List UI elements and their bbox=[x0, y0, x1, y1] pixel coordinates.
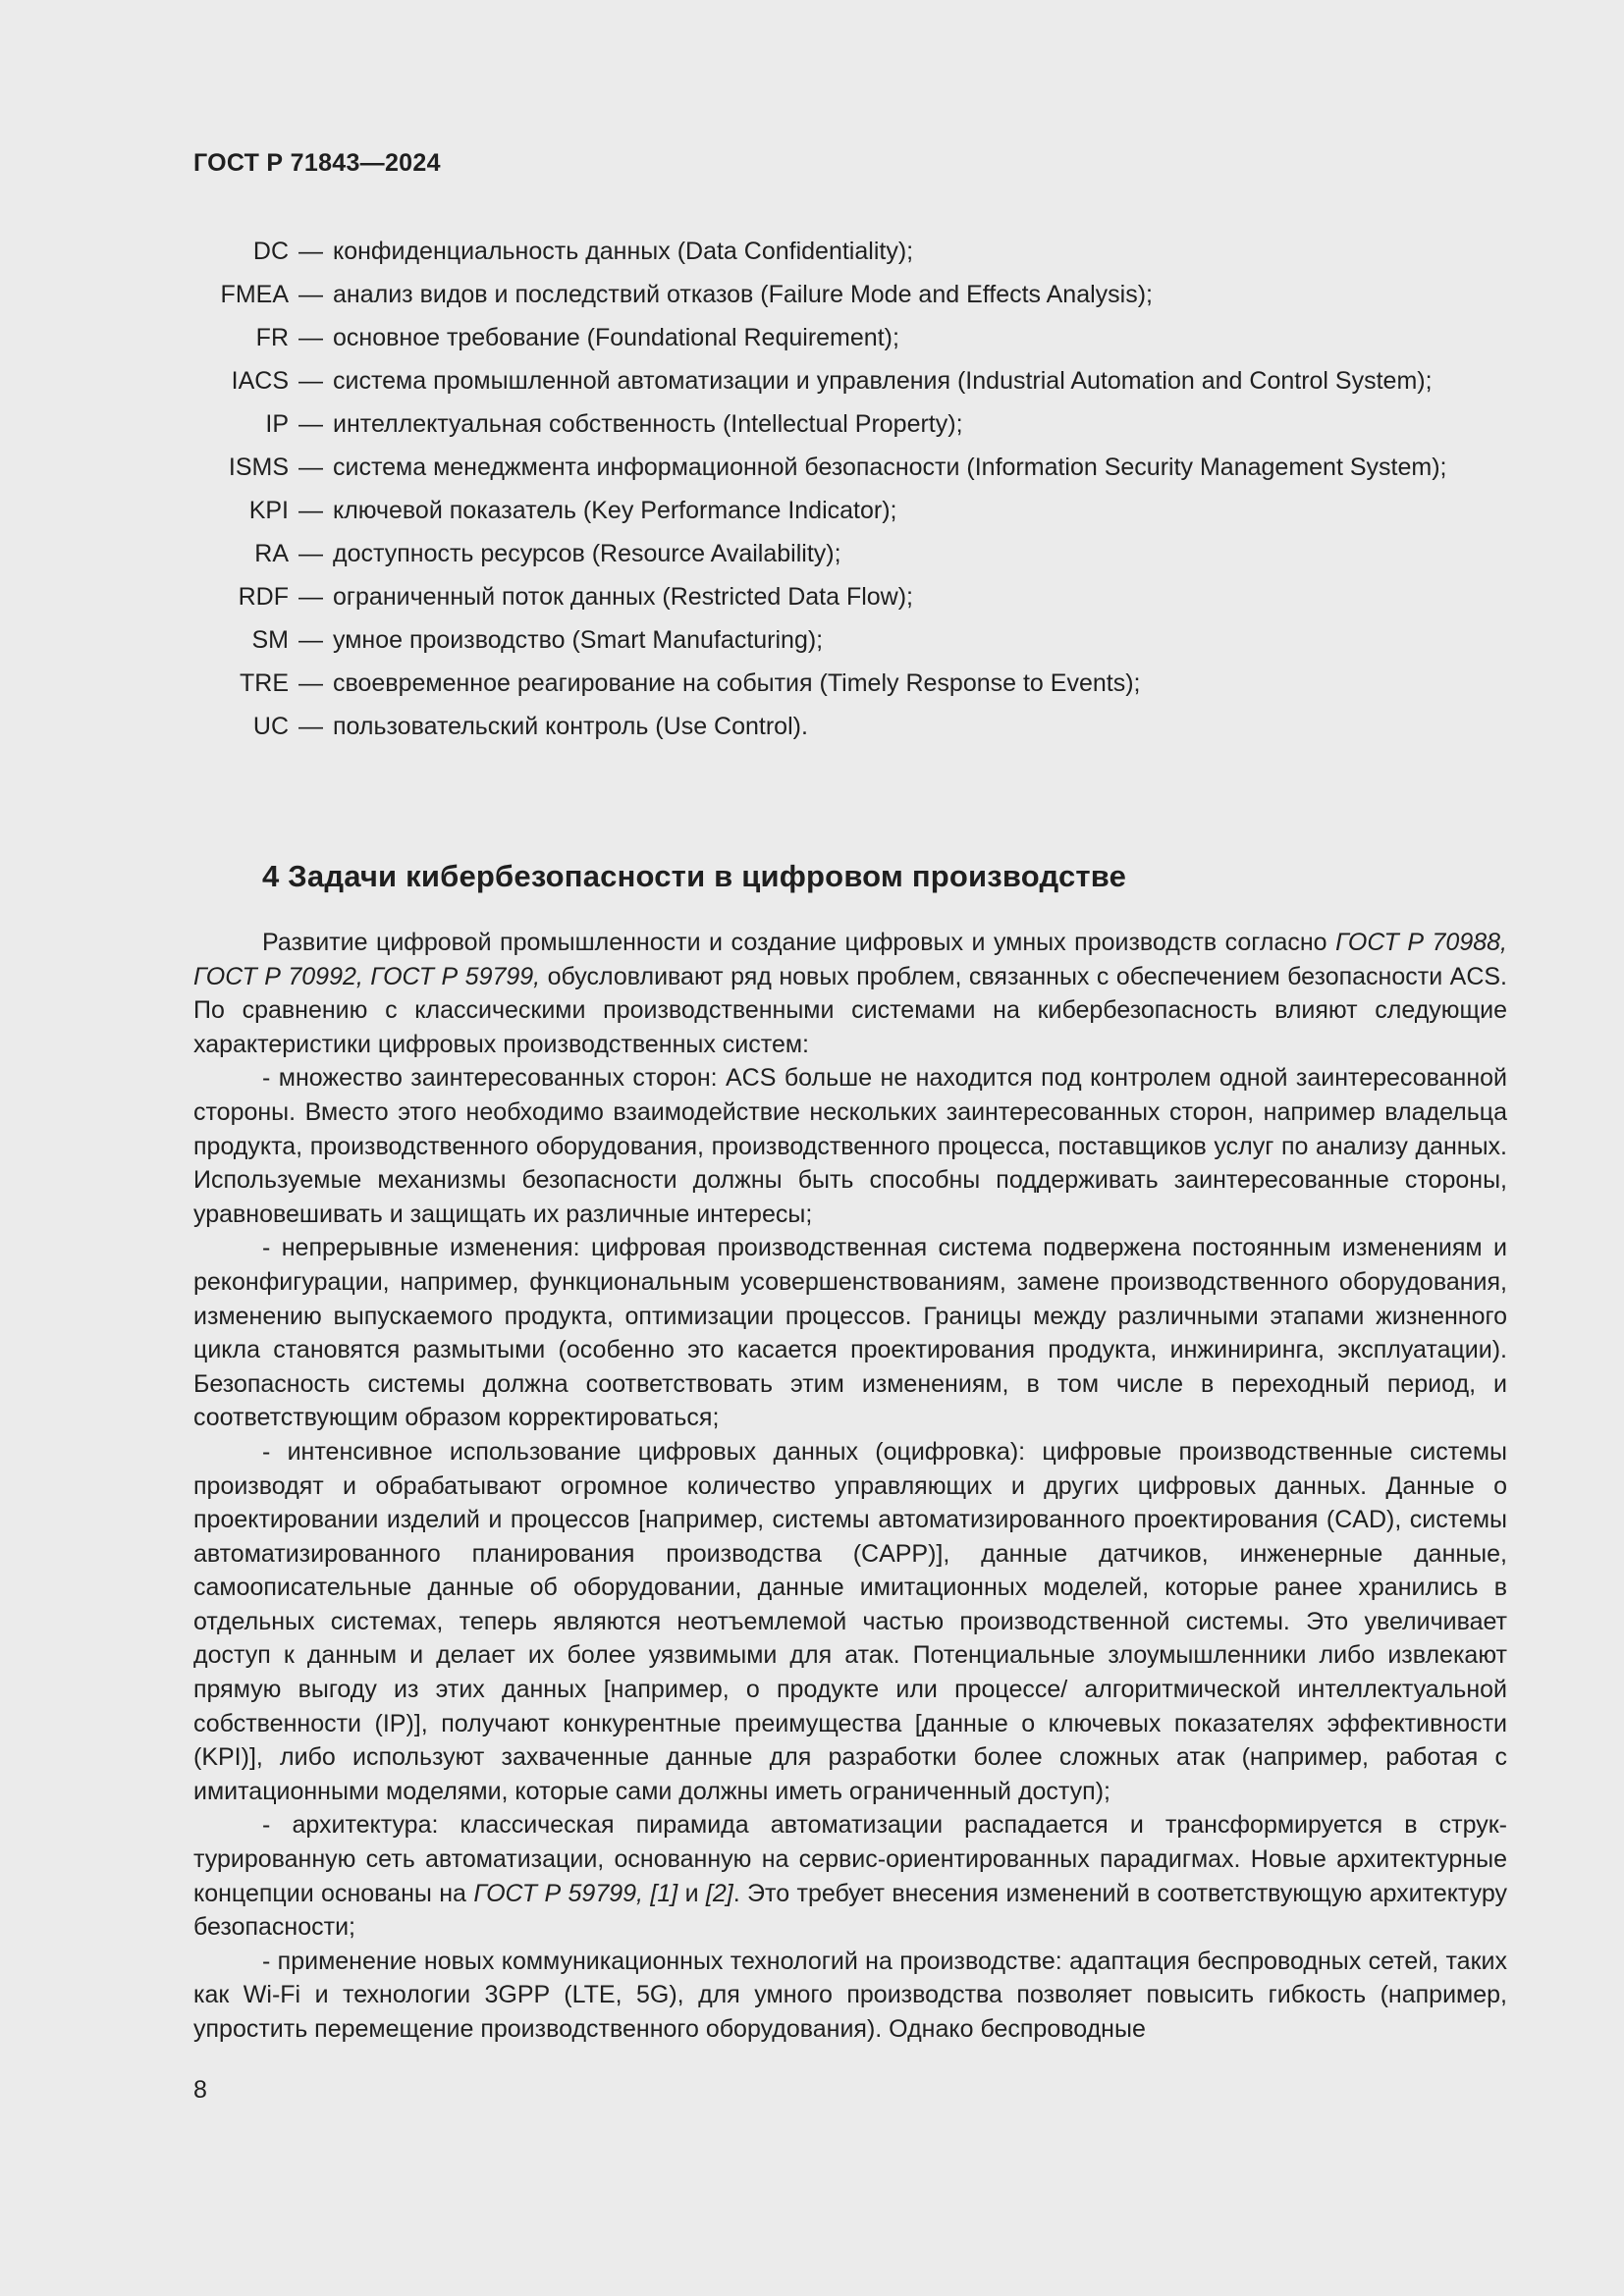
abbreviation-definition: умное производство (Smart Manufacturing); bbox=[333, 626, 824, 654]
abbreviation-item bbox=[193, 537, 1507, 570]
abbreviation-item bbox=[193, 451, 1507, 484]
abbreviation-term: KPI bbox=[248, 497, 289, 524]
abbreviation-dash: — bbox=[298, 583, 323, 611]
abbreviation-definition: интеллектуальная собственность (Intellectual Property); bbox=[333, 410, 963, 438]
abbreviation-term: DC bbox=[252, 238, 289, 265]
page-number: 8 bbox=[193, 2076, 207, 2104]
list-item-stakeholders: - множество заинтересованных сторон: ACS больше не находится под контролем одной заинтересованной стороны. Вместо этого необходимо взаимодействие нескольких заинтересованных сторон, например владельца продукта, производственного оборудования, производственного процесса, поставщиков услуг по анализу данных. Используемые механизмы безопасности должны быть способны поддерживать заинтересованные стороны, уравновешивать и защищать их различные интересы; bbox=[193, 1064, 1507, 1228]
abbreviation-item bbox=[193, 321, 1507, 354]
abbreviation-dash: — bbox=[298, 238, 323, 265]
abbreviation-term: RA bbox=[254, 540, 289, 567]
abbreviation-item bbox=[193, 580, 1507, 614]
abbreviation-item bbox=[193, 364, 1507, 398]
abbreviation-dash: — bbox=[298, 324, 323, 351]
abbreviation-definition: конфиденциальность данных (Data Confidentiality); bbox=[333, 238, 914, 265]
abbreviation-term: TRE bbox=[240, 669, 289, 697]
abbreviation-dash: — bbox=[298, 410, 323, 438]
section-body bbox=[193, 926, 1507, 2047]
abbreviation-item bbox=[193, 494, 1507, 527]
abbreviation-dash: — bbox=[298, 281, 323, 308]
intro-text-after: обусловливают ряд новых проблем, связанных с обеспечением безопасности ACS. По сравнению с классическими производственными системами на кибербезопасность влияют следующие характеристики цифровых производственных систем: bbox=[193, 962, 1507, 1058]
abbreviation-item bbox=[193, 667, 1507, 700]
abbreviation-dash: — bbox=[298, 367, 323, 395]
abbreviation-definition: анализ видов и последствий отказов (Failure Mode and Effects Analysis); bbox=[333, 281, 1153, 308]
list-item-architecture bbox=[193, 1808, 1507, 1944]
abbreviation-dash: — bbox=[298, 669, 323, 697]
abbreviation-dash: — bbox=[298, 497, 323, 524]
abbreviations-list bbox=[193, 235, 1507, 753]
document-code-header: ГОСТ Р 71843—2024 bbox=[193, 149, 441, 177]
abbreviation-dash: — bbox=[298, 540, 323, 567]
abbreviation-definition: доступность ресурсов (Resource Availability); bbox=[333, 540, 841, 567]
list-item-digital-data: - интенсивное использование цифровых данных (оцифровка): цифровые производственные системы производят и обрабатывают огромное количество управляющих и других цифровых данных. Данные о проектировании изделий и процессов [например, системы автоматизированного проектирования (CAD), системы автоматизированного планирования производства (CAPP)], данные датчиков, инженерные данные, самоописательные данные об оборудовании, данные имитационных моделей, которые ранее хранились в отдельных системах, теперь являются неотъемлемой частью производственной системы. Это увеличивает доступ к данным и делает их более уязвимыми для атак. Потенциальные злоумышленники либо извлекают прямую выгоду из этих данных [например, о продукте или процессе/ алгоритмической интеллектуальной собственности (IP)], получают конкурентные преимущества [данные о ключевых показателях эффективности (KPI)], либо используют захваченные данные для разработки более сложных атак (например, работая с имитационными моделями, которые сами должны иметь ограниченный доступ); bbox=[193, 1437, 1507, 1805]
abbreviation-term: IACS bbox=[231, 367, 289, 395]
abbreviation-definition: своевременное реагирование на события (Timely Response to Events); bbox=[333, 669, 1141, 697]
abbreviation-definition: ключевой показатель (Key Performance Indicator); bbox=[333, 497, 897, 524]
abbreviation-definition: ограниченный поток данных (Restricted Data Flow); bbox=[333, 583, 914, 611]
architecture-reference-1: ГОСТ Р 59799, [1] bbox=[473, 1879, 678, 1907]
architecture-reference-2: [2] bbox=[705, 1879, 733, 1907]
intro-standard-references: ГОСТ Р 70988, ГОСТ Р 70992, ГОСТ Р 59799, bbox=[193, 929, 1507, 990]
intro-text-before: Развитие цифровой промышленности и создание цифровых и умных производств согласно bbox=[262, 929, 1336, 956]
abbreviation-dash: — bbox=[298, 454, 323, 481]
abbreviation-term: SM bbox=[251, 626, 289, 654]
abbreviation-definition: основное требование (Foundational Requirement); bbox=[333, 324, 899, 351]
abbreviation-item bbox=[193, 235, 1507, 268]
architecture-text-after: . Это требует внесения изменений в соответствующую архитектуру безопасности; bbox=[193, 1879, 1508, 1942]
abbreviation-dash: — bbox=[298, 713, 323, 740]
abbreviation-term: FMEA bbox=[220, 281, 289, 308]
section-heading: 4 Задачи кибербезопасности в цифровом производстве bbox=[262, 859, 1127, 893]
architecture-text-before: - архитектура: классическая пирамида автоматизации распадается и трансформируется в структурированную сеть автоматизации, основанную на сервис-ориентированных парадигмах. Новые архитектурные концепции основаны на bbox=[193, 1811, 1507, 1907]
abbreviation-term: IP bbox=[265, 410, 289, 438]
list-item-continuous-changes: - непрерывные изменения: цифровая производственная система подвержена постоянным изменениям и реконфигурации, например, функциональным усовершенствованиям, замене производственного оборудования, изменению выпускаемого продукта, оптимизации процессов. Границы между различными этапами жизненного цикла становятся размытыми (особенно это касается проектирования продукта, инжиниринга, эксплуатации). Безопасность системы должна соответствовать этим изменениям, в том числе в переходный период, и соответствующим образом корректироваться; bbox=[193, 1234, 1507, 1432]
abbreviation-definition: пользовательский контроль (Use Control). bbox=[333, 713, 808, 740]
abbreviation-definition: система промышленной автоматизации и управления (Industrial Automation and Control System); bbox=[333, 367, 1433, 395]
abbreviation-term: ISMS bbox=[228, 454, 289, 481]
abbreviation-term: UC bbox=[252, 713, 289, 740]
list-item-wireless: - применение новых коммуникационных технологий на производстве: адаптация беспроводных сетей, таких как Wi-Fi и технологии 3GPP (LTE, 5G), для умного производства позволяет повысить гибкость (например, упростить перемещение производственного оборудования). Однако беспроводные bbox=[193, 1947, 1507, 2043]
abbreviation-item bbox=[193, 407, 1507, 441]
abbreviation-item bbox=[193, 623, 1507, 657]
intro-paragraph bbox=[193, 926, 1507, 1061]
abbreviation-item bbox=[193, 278, 1507, 311]
abbreviation-definition: система менеджмента информационной безопасности (Information Security Management System); bbox=[333, 454, 1447, 481]
architecture-text-middle: и bbox=[677, 1879, 706, 1907]
abbreviation-term: RDF bbox=[238, 583, 289, 611]
abbreviation-term: FR bbox=[255, 324, 289, 351]
abbreviation-dash: — bbox=[298, 626, 323, 654]
abbreviation-item bbox=[193, 710, 1507, 743]
